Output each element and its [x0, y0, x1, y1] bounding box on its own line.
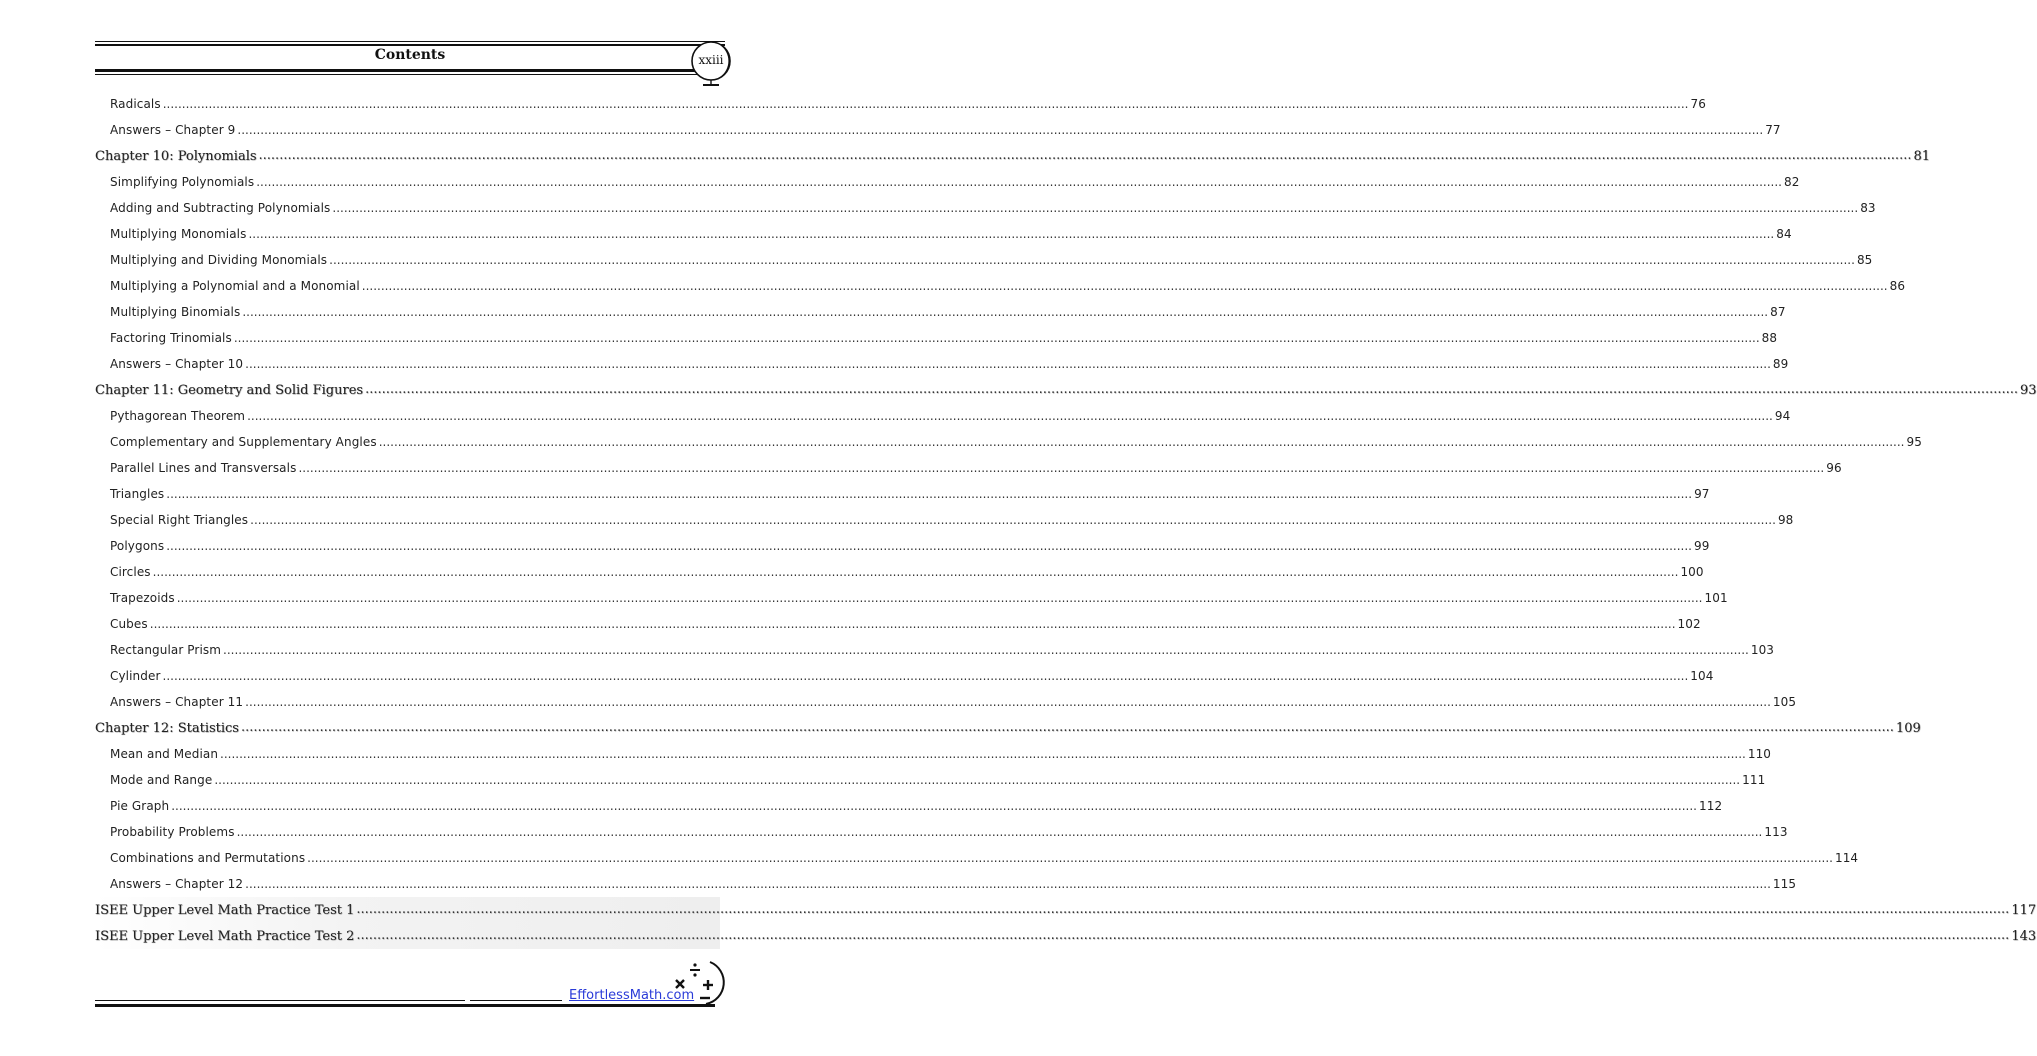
- toc-entry-page: 81: [1913, 148, 1931, 164]
- toc-entry-title: ISEE Upper Level Math Practice Test 2: [95, 928, 355, 944]
- toc-dot-leader: ................................................................................................................................................................................................................................................................................................................................................................................................................: [240, 720, 1894, 735]
- toc-entry-page: 101: [1704, 591, 1728, 605]
- toc-entry-page: 112: [1699, 799, 1723, 813]
- toc-entry[interactable]: [95, 611, 1701, 637]
- toc-entry-page: 109: [1895, 720, 1921, 736]
- toc-entry-page: 94: [1774, 409, 1791, 423]
- toc-entry-title: Factoring Trinomials: [110, 331, 232, 345]
- toc-entry[interactable]: [95, 455, 1842, 481]
- toc-entry-page: 117: [2011, 902, 2037, 918]
- website-link[interactable]: EffortlessMath.com: [569, 988, 695, 1003]
- toc-dot-leader: ................................................................................................................................................................................................................................................................................................................................................................................................................: [365, 382, 2019, 397]
- header-rule-top-thick: [95, 44, 725, 46]
- toc-entry-page: 93: [2020, 382, 2037, 398]
- header-rule-bottom-thick: [95, 69, 725, 72]
- toc-entry-title: Cubes: [110, 617, 148, 631]
- toc-entry[interactable]: [95, 637, 1775, 663]
- toc-entry-title: Multiplying a Polynomial and a Monomial: [110, 279, 360, 293]
- toc-entry-page: 103: [1750, 643, 1775, 657]
- toc-entry-title: Adding and Subtracting Polynomials: [110, 201, 331, 215]
- toc-entry-page: 104: [1690, 669, 1714, 683]
- toc-entry[interactable]: [95, 351, 1789, 377]
- toc-entry-title: Pythagorean Theorem: [110, 409, 246, 423]
- toc-dot-leader: ................................................................................................................................................................................................................................................................................................................................................................................................................: [250, 513, 1776, 527]
- toc-entry[interactable]: [95, 91, 1706, 117]
- toc-entry-page: 111: [1742, 773, 1766, 787]
- toc-entry-title: Radicals: [110, 97, 161, 111]
- toc-entry[interactable]: [95, 507, 1794, 533]
- footer-rule-short: [95, 1000, 465, 1001]
- toc-entry-page: 85: [1856, 253, 1873, 267]
- footer-rule-thick: [95, 1004, 715, 1007]
- toc-entry-page: 89: [1772, 357, 1789, 371]
- toc-entry-title: Answers – Chapter 11: [110, 695, 244, 709]
- toc-entry-page: 143: [2011, 928, 2037, 944]
- toc-dot-leader: ................................................................................................................................................................................................................................................................................................................................................................................................................: [237, 123, 1764, 137]
- toc-dot-leader: ................................................................................................................................................................................................................................................................................................................................................................................................................: [247, 409, 1773, 423]
- toc-entry-page: 82: [1784, 175, 1800, 189]
- toc-dot-leader: ................................................................................................................................................................................................................................................................................................................................................................................................................: [258, 148, 1912, 163]
- toc-dot-leader: ................................................................................................................................................................................................................................................................................................................................................................................................................: [176, 591, 1703, 605]
- toc-dot-leader: ................................................................................................................................................................................................................................................................................................................................................................................................................: [152, 565, 1679, 579]
- toc-dot-leader: ................................................................................................................................................................................................................................................................................................................................................................................................................: [171, 799, 1697, 813]
- toc-chapter-entry[interactable]: [95, 377, 2037, 403]
- toc-entry-page: 95: [1906, 435, 1922, 449]
- toc-dot-leader: ................................................................................................................................................................................................................................................................................................................................................................................................................: [256, 175, 1782, 189]
- toc-dot-leader: ................................................................................................................................................................................................................................................................................................................................................................................................................: [166, 487, 1693, 501]
- toc-entry-title: ISEE Upper Level Math Practice Test 1: [95, 902, 355, 918]
- toc-entry-title: Trapezoids: [110, 591, 175, 605]
- page-number: xxiii: [698, 53, 724, 67]
- toc-entry-page: 105: [1772, 695, 1797, 709]
- toc-dot-leader: ................................................................................................................................................................................................................................................................................................................................................................................................................: [332, 201, 1859, 215]
- toc-dot-leader: ................................................................................................................................................................................................................................................................................................................................................................................................................: [220, 747, 1746, 761]
- toc-dot-leader: ................................................................................................................................................................................................................................................................................................................................................................................................................: [378, 435, 1905, 449]
- toc-entry-page: 77: [1765, 123, 1781, 137]
- header-rule-top-thin: [95, 41, 725, 42]
- toc-entry[interactable]: [95, 273, 1906, 299]
- toc-dot-leader: ................................................................................................................................................................................................................................................................................................................................................................................................................: [149, 617, 1676, 631]
- toc-dot-leader: ................................................................................................................................................................................................................................................................................................................................................................................................................: [233, 331, 1760, 345]
- toc-entry[interactable]: [95, 559, 1704, 585]
- toc-entry[interactable]: [95, 819, 1788, 845]
- toc-entry-title: Rectangular Prism: [110, 643, 222, 657]
- toc-entry[interactable]: [95, 585, 1728, 611]
- toc-entry-title: Circles: [110, 565, 151, 579]
- toc-entry[interactable]: [95, 793, 1723, 819]
- toc-entry-title: Pie Graph: [110, 799, 170, 813]
- toc-entry[interactable]: [95, 481, 1710, 507]
- toc-entry-page: 96: [1826, 461, 1842, 475]
- toc-entry-title: Mean and Median: [110, 747, 219, 761]
- toc-entry-title: Multiplying and Dividing Monomials: [110, 253, 328, 267]
- page-title: Contents: [374, 47, 446, 63]
- toc-dot-leader: ................................................................................................................................................................................................................................................................................................................................................................................................................: [298, 461, 1825, 475]
- toc-entry-page: 87: [1770, 305, 1786, 319]
- toc-entry-title: Answers – Chapter 9: [110, 123, 236, 137]
- toc-entry-page: 76: [1690, 97, 1706, 111]
- toc-entry-page: 100: [1680, 565, 1704, 579]
- toc-dot-leader: ................................................................................................................................................................................................................................................................................................................................................................................................................: [245, 695, 1771, 709]
- toc-entry-title: Chapter 12: Statistics: [95, 720, 239, 736]
- toc-entry[interactable]: [95, 663, 1714, 689]
- toc-entry[interactable]: [95, 169, 1800, 195]
- toc-entry-title: Chapter 11: Geometry and Solid Figures: [95, 382, 364, 398]
- toc-entry-title: Triangles: [110, 487, 165, 501]
- toc-dot-leader: ................................................................................................................................................................................................................................................................................................................................................................................................................: [248, 227, 1775, 241]
- toc-entry-title: Cylinder: [110, 669, 161, 683]
- toc-dot-leader: ................................................................................................................................................................................................................................................................................................................................................................................................................: [162, 97, 1689, 111]
- toc-dot-leader: ................................................................................................................................................................................................................................................................................................................................................................................................................: [223, 643, 1749, 657]
- toc-dot-leader: ................................................................................................................................................................................................................................................................................................................................................................................................................: [361, 279, 1888, 293]
- toc-entry-page: 97: [1694, 487, 1710, 501]
- toc-entry-title: Simplifying Polynomials: [110, 175, 255, 189]
- toc-chapter-entry[interactable]: [95, 715, 1921, 741]
- toc-entry-page: 98: [1777, 513, 1794, 527]
- toc-entry[interactable]: [95, 741, 1772, 767]
- toc-entry-title: Combinations and Permutations: [110, 851, 306, 865]
- toc-entry[interactable]: [95, 533, 1710, 559]
- toc-entry-title: Multiplying Binomials: [110, 305, 241, 319]
- toc-entry-title: Special Right Triangles: [110, 513, 249, 527]
- toc-entry[interactable]: [95, 247, 1873, 273]
- toc-entry[interactable]: [95, 845, 1859, 871]
- toc-entry-page: 83: [1860, 201, 1876, 215]
- toc-dot-leader: ................................................................................................................................................................................................................................................................................................................................................................................................................: [242, 305, 1769, 319]
- toc-chapter-entry[interactable]: [95, 897, 2037, 923]
- toc-dot-leader: ................................................................................................................................................................................................................................................................................................................................................................................................................: [245, 357, 1771, 371]
- toc-entry[interactable]: [95, 403, 1791, 429]
- toc-entry[interactable]: [95, 767, 1766, 793]
- toc-entry-page: 102: [1677, 617, 1701, 631]
- toc-entry-title: Probability Problems: [110, 825, 235, 839]
- toc-dot-leader: ................................................................................................................................................................................................................................................................................................................................................................................................................: [162, 669, 1689, 683]
- toc-entry-page: 113: [1764, 825, 1788, 839]
- toc-entry[interactable]: [95, 429, 1922, 455]
- toc-entry[interactable]: [95, 221, 1792, 247]
- toc-entry-page: 115: [1772, 877, 1797, 891]
- toc-entry[interactable]: [95, 299, 1786, 325]
- toc-dot-leader: ................................................................................................................................................................................................................................................................................................................................................................................................................: [214, 773, 1741, 787]
- toc-entry[interactable]: [95, 195, 1876, 221]
- toc-entry-title: Polygons: [110, 539, 165, 553]
- toc-entry-title: Answers – Chapter 12: [110, 877, 244, 891]
- toc-dot-leader: ................................................................................................................................................................................................................................................................................................................................................................................................................: [166, 539, 1692, 553]
- toc-entry-page: 86: [1889, 279, 1906, 293]
- toc-entry-title: Answers – Chapter 10: [110, 357, 244, 371]
- toc-entry[interactable]: [95, 117, 1781, 143]
- toc-chapter-entry[interactable]: [95, 143, 1931, 169]
- toc-entry-page: 84: [1776, 227, 1792, 241]
- math-operators-icon: [670, 958, 722, 1008]
- toc-entry-page: 114: [1834, 851, 1859, 865]
- toc-dot-leader: ................................................................................................................................................................................................................................................................................................................................................................................................................: [245, 877, 1771, 891]
- toc-entry-page: 99: [1693, 539, 1710, 553]
- toc-entry-title: Multiplying Monomials: [110, 227, 247, 241]
- toc-entry[interactable]: [95, 871, 1797, 897]
- toc-entry-title: Chapter 10: Polynomials: [95, 148, 257, 164]
- toc-entry-page: 88: [1761, 331, 1778, 345]
- toc-entry-title: Mode and Range: [110, 773, 213, 787]
- toc-entry-title: Parallel Lines and Transversals: [110, 461, 297, 475]
- toc-dot-leader: ................................................................................................................................................................................................................................................................................................................................................................................................................: [356, 902, 2010, 917]
- header-rule-bottom-thin: [95, 74, 725, 75]
- toc-entry[interactable]: [95, 325, 1778, 351]
- table-of-contents: [95, 91, 2037, 949]
- toc-entry[interactable]: [95, 689, 1797, 715]
- toc-chapter-entry[interactable]: [95, 923, 2037, 949]
- toc-entry-page: 110: [1747, 747, 1772, 761]
- toc-dot-leader: ................................................................................................................................................................................................................................................................................................................................................................................................................: [356, 928, 2010, 943]
- toc-entry-title: Complementary and Supplementary Angles: [110, 435, 377, 449]
- toc-dot-leader: ................................................................................................................................................................................................................................................................................................................................................................................................................: [236, 825, 1763, 839]
- toc-dot-leader: ................................................................................................................................................................................................................................................................................................................................................................................................................: [307, 851, 1833, 865]
- footer-rule-right: [470, 1000, 562, 1001]
- toc-dot-leader: ................................................................................................................................................................................................................................................................................................................................................................................................................: [329, 253, 1855, 267]
